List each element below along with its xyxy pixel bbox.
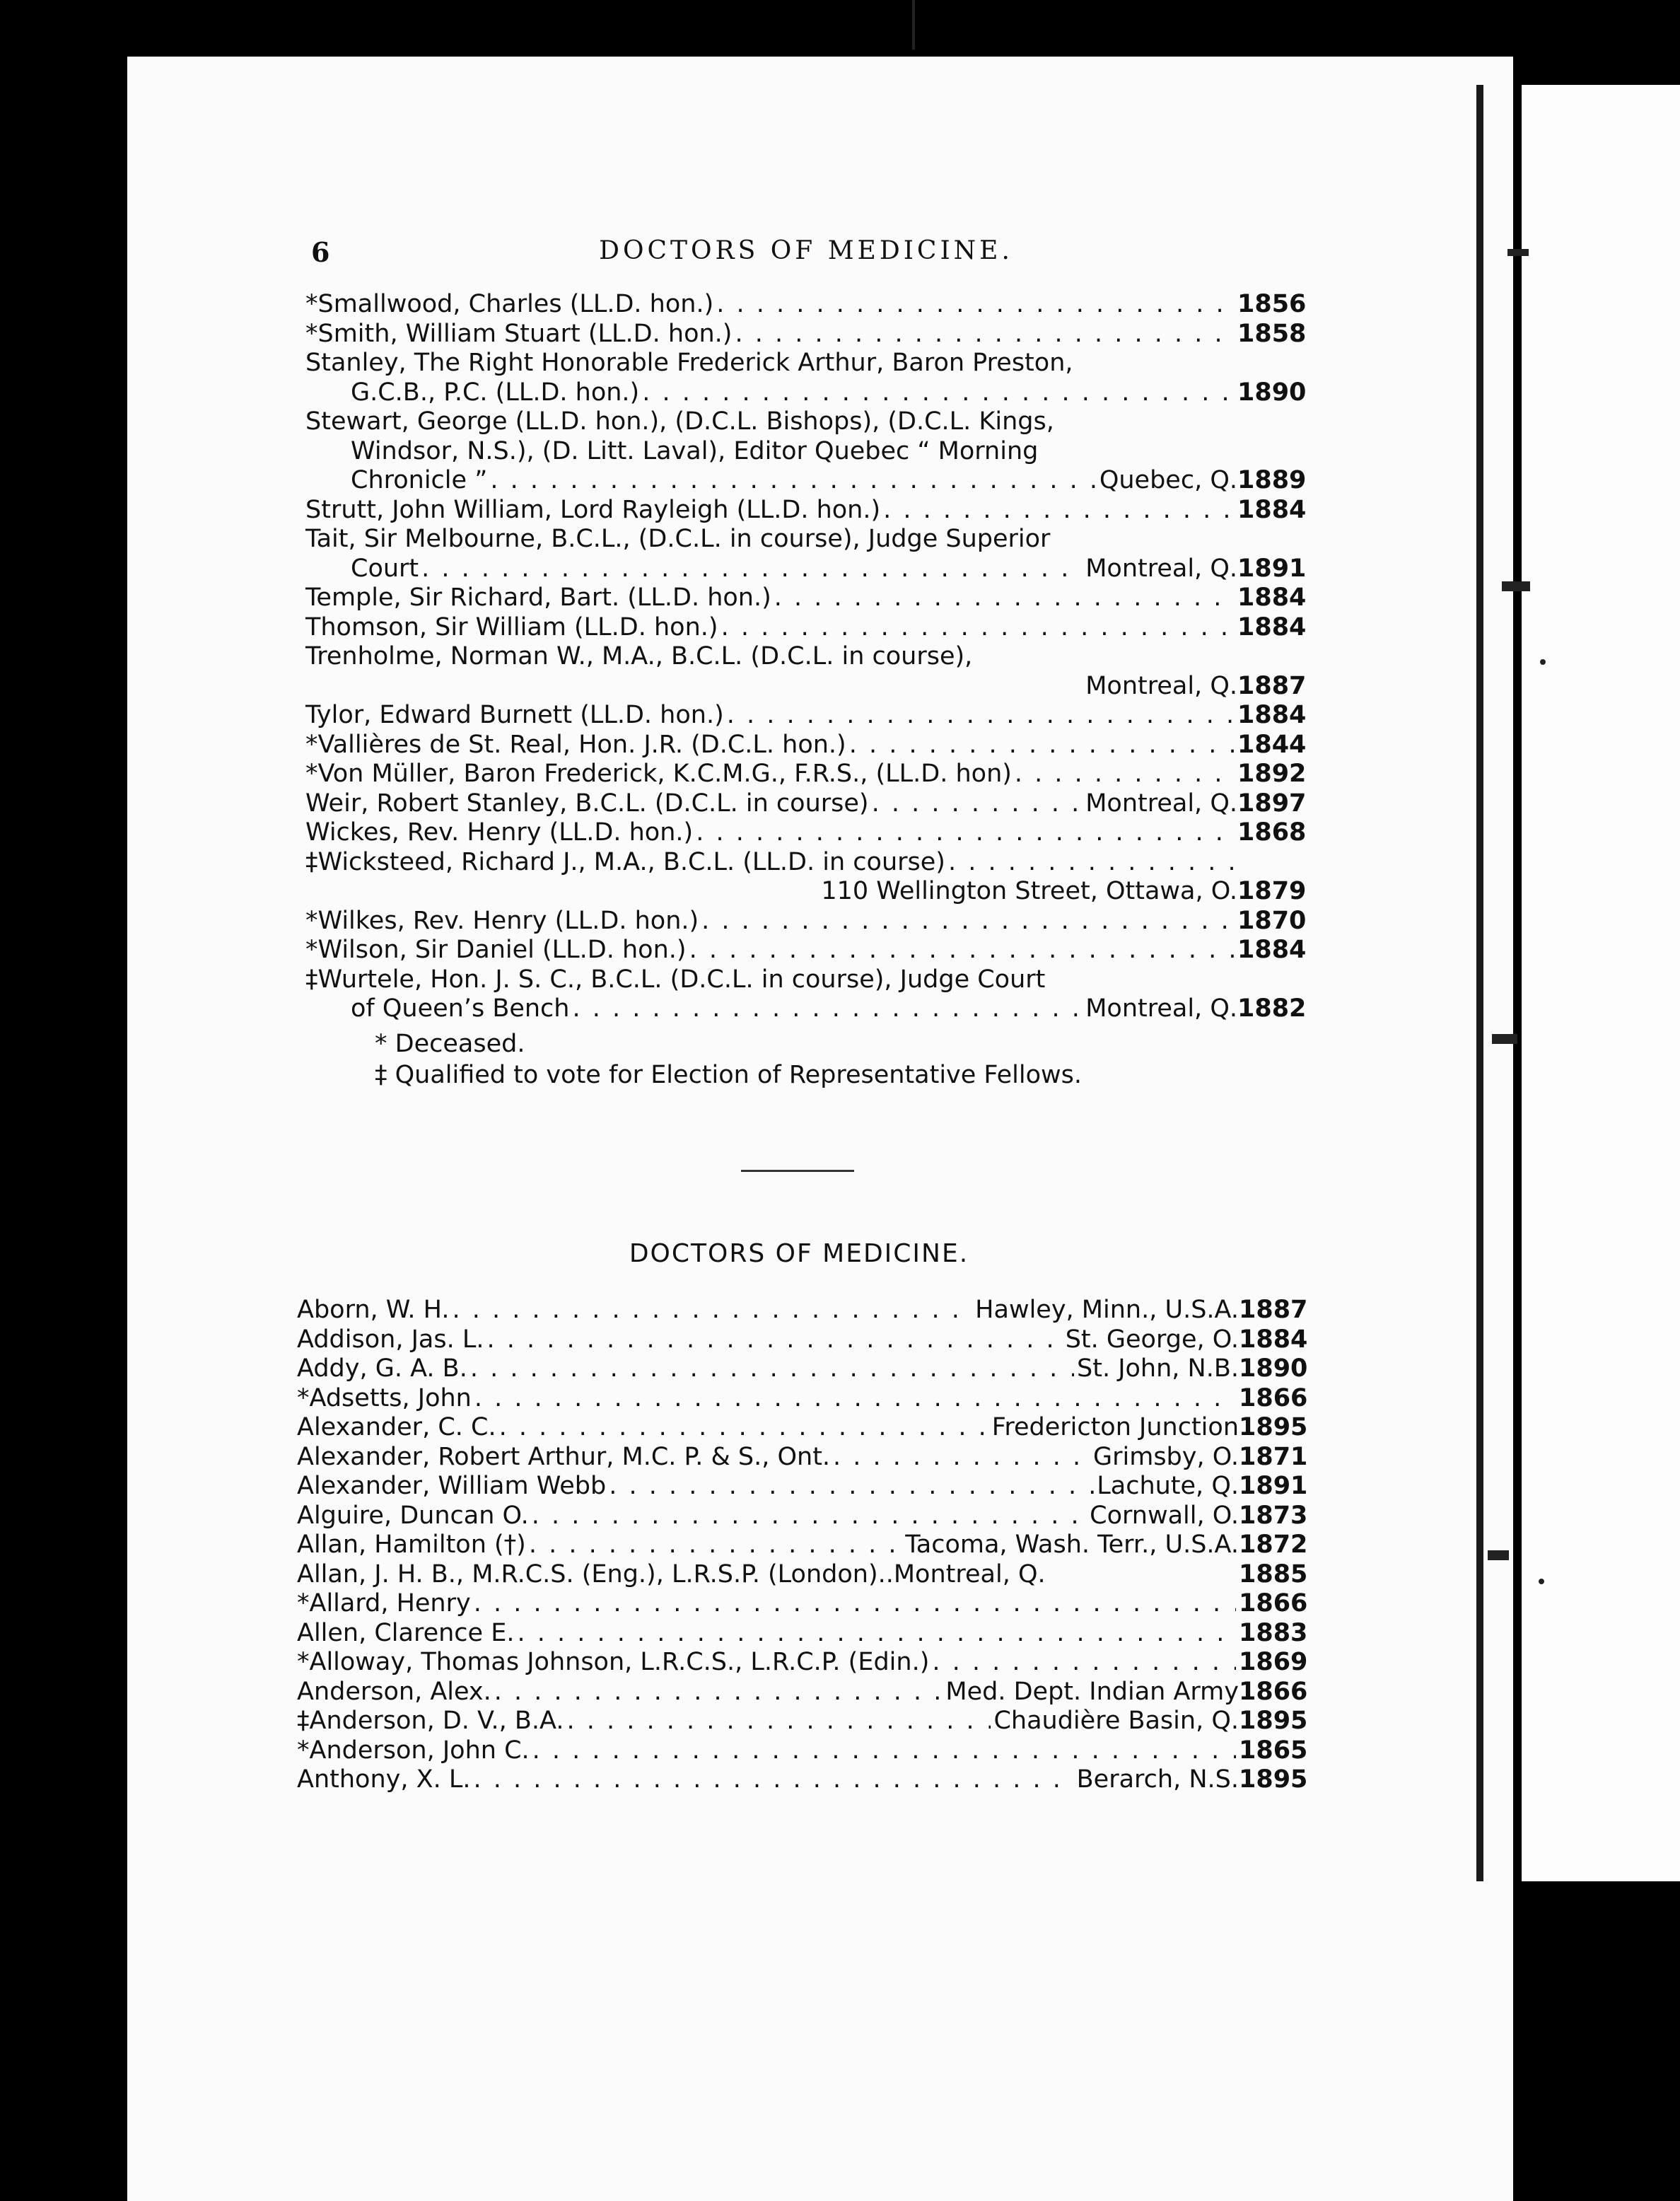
list-entry — [297, 1413, 1308, 1443]
entry-year: 1884 — [1237, 936, 1307, 964]
scan-speck — [1540, 659, 1546, 665]
dot-leader — [490, 466, 1096, 496]
entry-year: 1879 — [1237, 877, 1307, 905]
dot-leader — [499, 1413, 989, 1443]
entry-year: 1865 — [1239, 1736, 1308, 1765]
dot-leader — [452, 1296, 972, 1325]
list-entry — [305, 760, 1307, 789]
entry-year: 1891 — [1239, 1472, 1308, 1500]
list-entry — [305, 936, 1307, 965]
entry-year: 1895 — [1239, 1765, 1308, 1794]
list-entry — [305, 319, 1307, 349]
doctors-of-medicine-list — [297, 1296, 1308, 1795]
dot-leader — [566, 1707, 991, 1736]
entry-place: Cornwall, O. — [1090, 1501, 1239, 1530]
entry-place: Med. Dept. Indian Army — [945, 1677, 1239, 1706]
list-entry — [305, 466, 1307, 496]
entry-year: 1858 — [1237, 319, 1307, 348]
page-number: 6 — [311, 236, 330, 268]
entry-place: Berarch, N.S. — [1076, 1765, 1239, 1794]
entry-year: 1866 — [1239, 1677, 1308, 1706]
book-spine — [1476, 85, 1483, 1881]
dot-leader — [716, 290, 1235, 320]
list-entry — [305, 642, 1302, 672]
list-entry — [297, 1707, 1308, 1736]
entry-name: G.C.B., P.C. (LL.D. hon.) — [351, 378, 640, 407]
entry-name: *Adsetts, John — [297, 1383, 472, 1412]
entry-name: ‡Wurtele, Hon. J. S. C., B.C.L. (D.C.L. in course), Judge Court — [305, 965, 1046, 994]
running-title: DOCTORS OF MEDICINE. — [599, 236, 1013, 265]
entry-year: 1897 — [1237, 789, 1307, 818]
dot-leader — [948, 848, 1235, 878]
entry-place: Chaudière Basin, Q. — [993, 1707, 1239, 1735]
entry-name: Tait, Sir Melbourne, B.C.L., (D.C.L. in course), Judge Superior — [305, 525, 1051, 553]
entry-year: 1884 — [1237, 701, 1307, 729]
entry-place: St. John, N.B. — [1077, 1354, 1239, 1383]
dot-leader — [609, 1472, 1094, 1502]
entry-name: *Wilkes, Rev. Henry (LL.D. hon.) — [305, 906, 699, 935]
list-entry — [305, 437, 1302, 467]
entry-name: Addison, Jas. L. — [297, 1325, 484, 1354]
entry-name: Stanley, The Right Honorable Frederick Arthur, Baron Preston, — [305, 349, 1073, 377]
dot-leader — [572, 994, 1083, 1024]
entry-name: Stewart, George (LL.D. hon.), (D.C.L. Bishops), (D.C.L. Kings, — [305, 407, 1054, 436]
entry-year: 1869 — [1239, 1648, 1308, 1676]
entry-name: *Allard, Henry — [297, 1589, 471, 1618]
entry-name: ‡Anderson, D. V., B.A. — [297, 1707, 564, 1735]
entry-name: Trenholme, Norman W., M.A., B.C.L. (D.C.L. in course), — [305, 642, 973, 670]
list-entry — [305, 848, 1302, 878]
dot-leader — [532, 1736, 1236, 1766]
entry-name: Alexander, William Webb — [297, 1472, 607, 1500]
footnotes — [375, 1028, 1082, 1091]
entry-place: Montreal, Q. — [1085, 994, 1237, 1023]
entry-place: Montreal, Q. — [1085, 789, 1237, 818]
entry-place: St. George, O. — [1065, 1325, 1239, 1354]
entry-place: 110 Wellington Street, Ottawa, O. — [821, 877, 1237, 905]
entry-name: Allan, Hamilton (†) — [297, 1531, 526, 1559]
deceased-note: * Deceased. — [375, 1030, 525, 1058]
entry-name: Tylor, Edward Burnett (LL.D. hon.) — [305, 701, 724, 729]
page-header — [311, 236, 1301, 267]
entry-name: Anderson, Alex. — [297, 1677, 491, 1706]
scan-speck — [1492, 1034, 1517, 1044]
entry-place: Grimsby, O. — [1092, 1442, 1239, 1471]
entry-name: Court — [351, 554, 419, 583]
list-entry — [297, 1765, 1308, 1795]
entry-place: Lachute, Q. — [1097, 1472, 1239, 1500]
entry-place: Montreal, Q. — [1085, 554, 1237, 583]
entry-place: Hawley, Minn., U.S.A. — [975, 1296, 1239, 1324]
entry-place: Fredericton Junction — [991, 1413, 1239, 1441]
list-entry — [305, 290, 1307, 320]
list-entry — [297, 1383, 1308, 1414]
list-entry — [305, 525, 1302, 554]
dot-leader — [689, 936, 1235, 965]
list-entry — [297, 1325, 1308, 1355]
dot-leader — [474, 1589, 1236, 1619]
entry-name: Alguire, Duncan O. — [297, 1501, 529, 1530]
entry-name: Temple, Sir Richard, Bart. (LL.D. hon.) — [305, 583, 771, 612]
entry-name: *Anderson, John C. — [297, 1736, 530, 1765]
entry-name: Alexander, Robert Arthur, M.C. P. & S., Ont. — [297, 1442, 831, 1471]
entry-year: 1885 — [1239, 1560, 1308, 1589]
dot-leader — [833, 1443, 1090, 1473]
dot-leader — [774, 583, 1235, 613]
entry-place: Quebec, Q. — [1099, 466, 1237, 494]
entry-year: 1887 — [1237, 671, 1307, 700]
list-entry — [305, 994, 1307, 1024]
list-entry — [305, 583, 1307, 613]
entry-year: 1866 — [1239, 1383, 1308, 1412]
list-entry — [305, 671, 1307, 702]
list-entry — [305, 495, 1307, 525]
dot-leader — [529, 1531, 902, 1560]
dot-leader — [473, 1765, 1073, 1795]
entry-name: Chronicle ” — [351, 466, 488, 494]
dot-leader — [486, 1325, 1062, 1355]
dot-leader — [883, 496, 1235, 525]
entry-year: 1887 — [1239, 1296, 1308, 1324]
entry-name: Allen, Clarence E. — [297, 1618, 515, 1647]
entry-name: Allan, J. H. B., M.R.C.S. (Eng.), L.R.S.P. (London)..Montreal, Q. — [297, 1560, 1046, 1589]
facing-page-edge — [1522, 85, 1680, 1881]
entry-name: of Queen’s Bench — [351, 994, 570, 1023]
entry-name: *Alloway, Thomas Johnson, L.R.C.S., L.R.C.P. (Edin.) — [297, 1648, 930, 1676]
entry-name: *Smith, William Stuart (LL.D. hon.) — [305, 319, 733, 348]
entry-year: 1866 — [1239, 1589, 1308, 1618]
list-entry — [305, 818, 1307, 848]
entry-place: Tacoma, Wash. Terr., U.S.A. — [905, 1531, 1239, 1559]
dot-leader — [517, 1619, 1236, 1649]
entry-name: Aborn, W. H. — [297, 1296, 450, 1324]
entry-year: 1873 — [1239, 1501, 1308, 1530]
entry-name: Anthony, X. L. — [297, 1765, 471, 1794]
entry-name: Windsor, N.S.), (D. Litt. Laval), Editor Quebec “ Morning — [351, 436, 1039, 465]
dot-leader — [701, 907, 1235, 936]
list-entry — [297, 1354, 1308, 1384]
entry-place: Montreal, Q. — [1085, 671, 1237, 700]
dot-leader — [494, 1678, 943, 1707]
section-heading: DOCTORS OF MEDICINE. — [629, 1239, 969, 1268]
entry-name: *Smallwood, Charles (LL.D. hon.) — [305, 290, 714, 318]
entry-name: *Wilson, Sir Daniel (LL.D. hon.) — [305, 936, 687, 964]
list-entry — [297, 1677, 1308, 1707]
dot-leader — [474, 1384, 1236, 1414]
dot-leader — [1015, 760, 1235, 789]
list-entry — [297, 1501, 1308, 1531]
entry-year: 1889 — [1237, 466, 1307, 494]
entry-name: Wickes, Rev. Henry (LL.D. hon.) — [305, 818, 694, 847]
entry-name: Weir, Robert Stanley, B.C.L. (D.C.L. in course) — [305, 789, 869, 818]
dot-leader — [932, 1648, 1236, 1678]
list-entry — [297, 1296, 1308, 1325]
qualified-note: ‡ Qualified to vote for Election of Representative Fellows. — [375, 1061, 1083, 1089]
scan-speck — [1539, 1579, 1544, 1584]
scan-speck — [1507, 249, 1529, 256]
dot-leader — [727, 701, 1235, 731]
list-entry — [297, 1618, 1308, 1649]
list-entry — [305, 877, 1307, 907]
list-entry — [305, 349, 1302, 378]
entry-year: 1883 — [1239, 1618, 1308, 1647]
list-entry — [305, 612, 1307, 643]
list-entry — [297, 1736, 1308, 1766]
list-entry — [305, 789, 1307, 819]
section-divider — [741, 1170, 854, 1172]
list-entry — [297, 1560, 1308, 1590]
entry-year: 1870 — [1237, 906, 1307, 935]
entry-year: 1891 — [1237, 554, 1307, 583]
entry-year: 1884 — [1237, 612, 1307, 641]
list-entry — [305, 554, 1307, 584]
list-entry — [305, 730, 1307, 760]
entry-year: 1871 — [1239, 1442, 1308, 1471]
scan-speck — [1502, 581, 1530, 591]
entry-name: *Von Müller, Baron Frederick, K.C.M.G., F.R.S., (LL.D. hon) — [305, 760, 1012, 788]
entry-year: 1844 — [1237, 730, 1307, 759]
entry-year: 1882 — [1237, 994, 1307, 1023]
entry-year: 1884 — [1237, 495, 1307, 524]
entry-year: 1892 — [1237, 760, 1307, 788]
dot-leader — [696, 818, 1235, 848]
dot-leader — [642, 378, 1235, 408]
dot-leader — [421, 554, 1083, 584]
entry-year: 1868 — [1237, 818, 1307, 847]
list-entry — [297, 1531, 1308, 1560]
entry-name: Addy, G. A. B. — [297, 1354, 467, 1383]
entry-year: 1890 — [1239, 1354, 1308, 1383]
scan-speck — [912, 0, 915, 50]
list-entry — [305, 701, 1307, 731]
list-entry — [305, 965, 1302, 995]
entry-year: 1856 — [1237, 290, 1307, 318]
entry-name: Alexander, C. C. — [297, 1413, 496, 1441]
scan-speck — [1488, 1550, 1509, 1560]
entry-year: 1872 — [1239, 1531, 1308, 1559]
list-entry — [297, 1472, 1308, 1502]
list-entry — [297, 1589, 1308, 1619]
entry-name: *Vallières de St. Real, Hon. J.R. (D.C.L. hon.) — [305, 730, 846, 759]
entry-name: ‡Wicksteed, Richard J., M.A., B.C.L. (LL.D. in course) — [305, 847, 945, 876]
entry-name: Thomson, Sir William (LL.D. hon.) — [305, 612, 718, 641]
entry-year: 1895 — [1239, 1707, 1308, 1735]
list-entry — [305, 378, 1307, 408]
dot-leader — [532, 1502, 1087, 1531]
dot-leader — [735, 320, 1235, 349]
entry-name: Strutt, John William, Lord Rayleigh (LL.D. hon.) — [305, 495, 881, 524]
list-entry — [305, 407, 1302, 437]
dot-leader — [849, 731, 1235, 760]
dot-leader — [872, 789, 1083, 819]
entry-year: 1890 — [1237, 378, 1307, 407]
dot-leader — [470, 1354, 1074, 1384]
list-entry — [297, 1648, 1308, 1678]
entry-year: 1884 — [1237, 583, 1307, 612]
entry-year: 1895 — [1239, 1413, 1308, 1441]
list-entry — [297, 1442, 1308, 1473]
list-entry — [305, 906, 1307, 936]
honorary-degree-list — [305, 290, 1307, 1024]
entry-year: 1884 — [1239, 1325, 1308, 1354]
dot-leader — [721, 613, 1235, 643]
